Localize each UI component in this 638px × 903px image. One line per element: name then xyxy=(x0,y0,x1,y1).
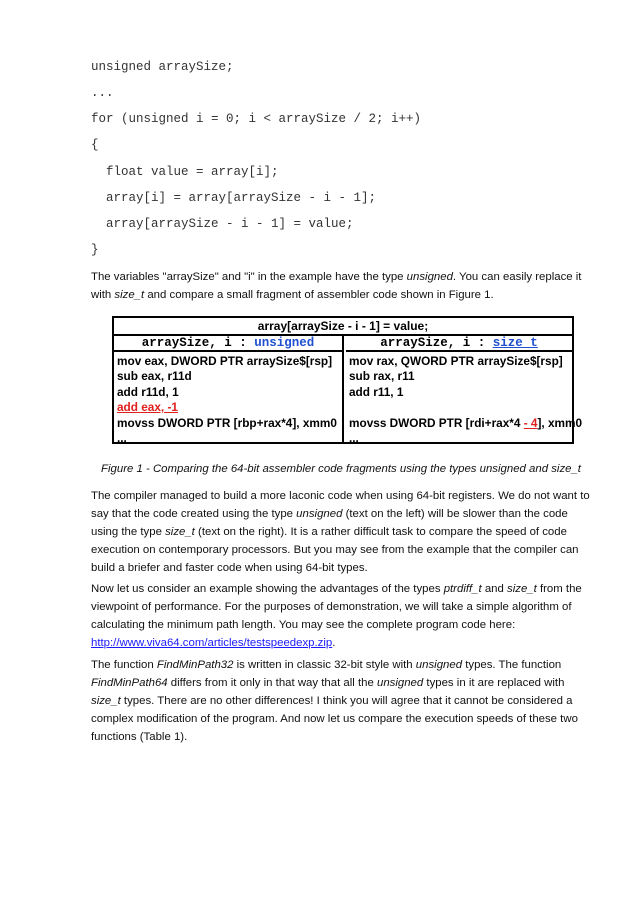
asm-line: add r11d, 1 xyxy=(117,384,179,399)
text: types in it are replaced with xyxy=(423,677,565,689)
left-asm-lines xyxy=(114,352,342,446)
code-line-3: for (unsigned i = 0; i < arraySize / 2; i++) xyxy=(91,112,422,126)
asm-line: movss DWORD PTR [rbp+rax*4], xmm0 xyxy=(117,415,337,430)
figure-assembler-comparison xyxy=(112,316,583,446)
code-line-7: array[arraySize - i - 1] = value; xyxy=(91,217,354,231)
type-size-t: size_t xyxy=(114,289,145,301)
asm-line: mov eax, DWORD PTR arraySize$[rsp] xyxy=(117,354,333,368)
text: The function xyxy=(91,659,157,671)
text: (text on the right). It is a rather difficult task to compare the speed of code execution on contemporary processors. But you may see from the example that the compiler can build a briefer and faster code when using 64-bit types. xyxy=(91,526,579,574)
asm-line-highlighted: add eax, -1 xyxy=(117,400,178,415)
text: from the viewpoint of performance. For the purposes of demonstration, we will take a simple algorithm of calculating the minimum path length. You may see the complete program code here: xyxy=(91,583,582,631)
asm-line: mov rax, QWORD PTR arraySize$[rsp] xyxy=(349,354,563,368)
text: types. There are no other differences! I think you will agree that it cannot be considered a complex modification of the program. And now let us compare the execution speeds of these two functions (Table 1). xyxy=(91,695,578,743)
asm-line xyxy=(349,415,583,431)
type-size-t: size_t xyxy=(507,583,537,595)
paragraph-variables xyxy=(91,268,591,304)
type-unsigned: unsigned xyxy=(296,508,343,520)
figure-right-column xyxy=(346,336,583,446)
asm-line: sub rax, r11 xyxy=(349,369,415,384)
code-line-6: array[i] = array[arraySize - i - 1]; xyxy=(91,191,377,205)
asm-ellipsis: ... xyxy=(349,431,359,446)
paragraph-performance xyxy=(91,580,591,652)
figure-header: array[arraySize - i - 1] = value; xyxy=(114,318,572,336)
asm-ellipsis: ... xyxy=(117,431,127,446)
right-column-header xyxy=(346,336,572,352)
text: differs from it only in that way that all the xyxy=(167,677,377,689)
code-line-4: { xyxy=(91,138,99,152)
type-unsigned: unsigned xyxy=(415,659,463,671)
function-name: FindMinPath32 xyxy=(156,659,234,671)
figure-left-column xyxy=(114,336,344,446)
right-asm-lines xyxy=(346,352,583,446)
paragraph-compiler xyxy=(91,487,591,577)
type-size-t: size_t xyxy=(165,526,195,538)
text: is written in classic 32-bit style with xyxy=(233,659,416,671)
asm-part: movss DWORD PTR [rdi+rax*4 xyxy=(349,415,524,430)
figure-caption: Figure 1 - Comparing the 64-bit assembler code fragments using the types unsigned and size_t xyxy=(101,463,581,475)
type-ptrdiff-t: ptrdiff_t xyxy=(443,583,482,595)
text: types. The function xyxy=(462,659,562,671)
download-link[interactable]: http://www.viva64.com/articles/testspeedexp.zip xyxy=(91,637,333,649)
text: . You can easily replace it with xyxy=(91,271,582,301)
text: . xyxy=(332,637,336,649)
asm-line-blank xyxy=(349,400,572,415)
type-unsigned: unsigned xyxy=(376,677,424,689)
code-line-8: } xyxy=(91,243,99,257)
asm-line: sub eax, r11d xyxy=(117,369,192,384)
header-vars: arraySize, i : xyxy=(380,336,493,350)
left-column-header xyxy=(114,336,342,352)
asm-part: ], xmm0 xyxy=(537,415,583,430)
type-unsigned: unsigned xyxy=(406,271,453,283)
text: and compare a small fragment of assembler code shown in Figure 1. xyxy=(144,289,494,301)
text: and xyxy=(481,583,508,595)
text: (text on the left) will be slower than the code using the type xyxy=(91,508,568,538)
text: Now let us consider an example showing the advantages of the types xyxy=(91,583,444,595)
code-line-1: unsigned arraySize; xyxy=(91,60,234,74)
header-vars: arraySize, i : xyxy=(141,336,255,350)
asm-part-highlighted: - 4 xyxy=(523,415,538,430)
code-line-2: ... xyxy=(91,86,114,100)
header-type-unsigned: unsigned xyxy=(254,336,315,350)
paragraph-functions xyxy=(91,656,591,746)
code-line-5: float value = array[i]; xyxy=(91,165,279,179)
header-type-size-t: size_t xyxy=(492,336,538,350)
asm-line: add r11, 1 xyxy=(349,384,404,399)
text: The variables "arraySize" and "i" in the example have the type xyxy=(91,271,407,283)
function-name: FindMinPath64 xyxy=(91,677,168,689)
text: The compiler managed to build a more laconic code when using 64-bit registers. We do not want to say that the code created using the type xyxy=(91,490,590,520)
type-size-t: size_t xyxy=(91,695,121,707)
